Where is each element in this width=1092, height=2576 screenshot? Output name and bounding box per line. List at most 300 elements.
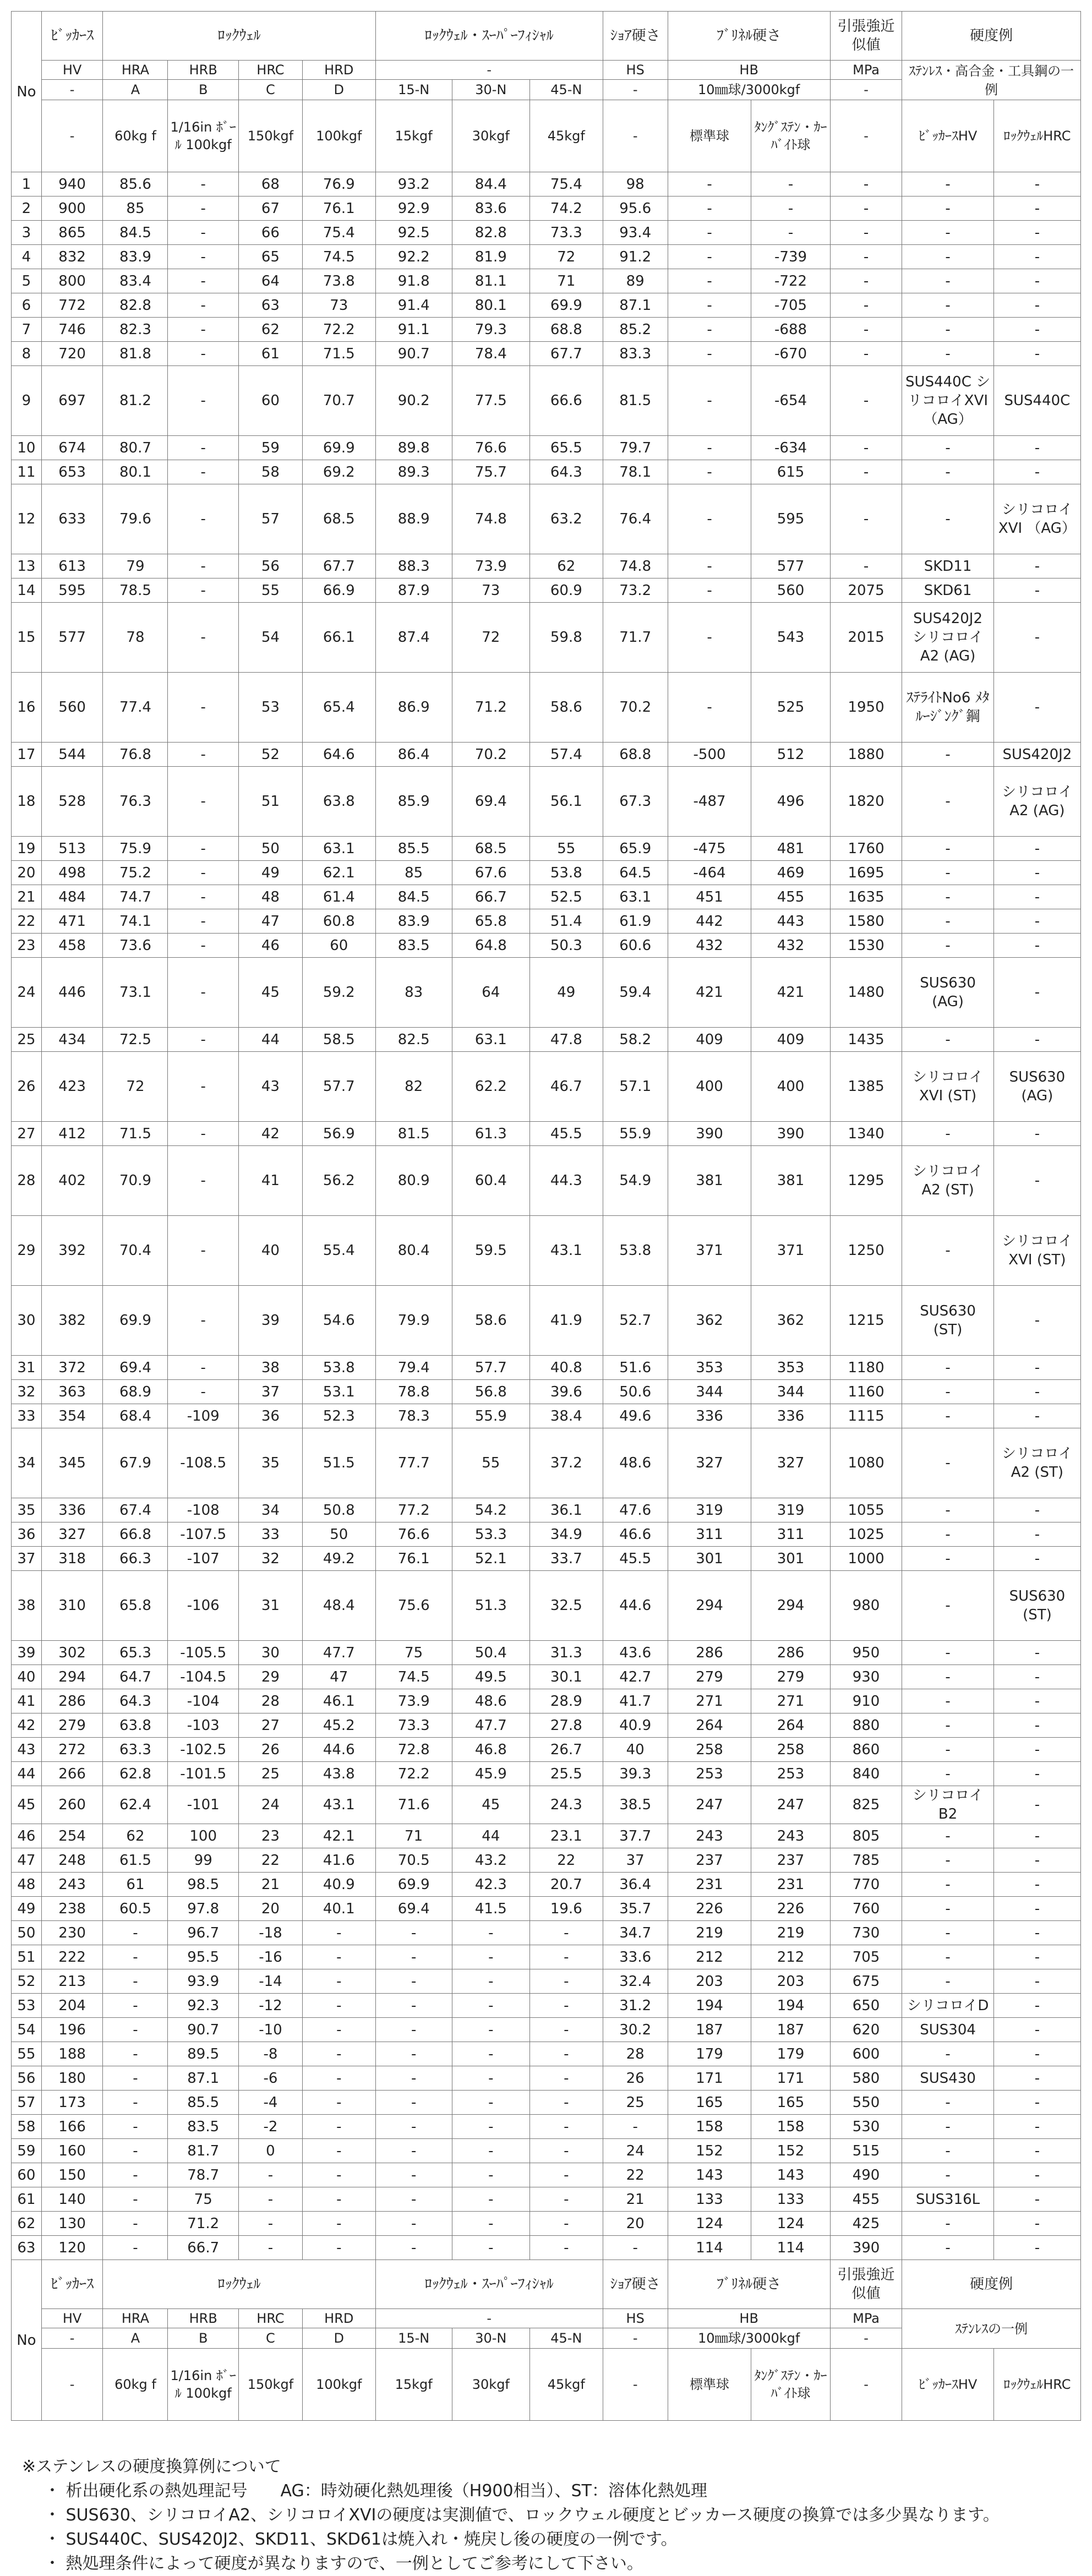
- value-cell: 37: [238, 1380, 302, 1404]
- value-cell: -: [668, 318, 751, 342]
- example-cell: シリコロイA2 (ST): [993, 1428, 1080, 1498]
- value-cell: 60.5: [103, 1897, 168, 1921]
- example-cell: -: [993, 837, 1080, 861]
- value-cell: -6: [238, 2066, 302, 2091]
- value-cell: 66.8: [103, 1522, 168, 1547]
- table-row: [12, 1873, 1081, 1897]
- value-cell: 1115: [830, 1404, 902, 1428]
- example-cell: -: [993, 2212, 1080, 2236]
- value-cell: 79.3: [452, 318, 529, 342]
- value-cell: 560: [41, 673, 103, 743]
- value-cell: -: [375, 2139, 452, 2163]
- value-cell: 80.1: [452, 293, 529, 318]
- value-cell: 880: [830, 1713, 902, 1738]
- value-cell: 42.1: [302, 1824, 375, 1848]
- value-cell: 63.2: [529, 484, 603, 554]
- value-cell: 481: [751, 837, 830, 861]
- value-cell: -: [168, 837, 239, 861]
- header-superficial: ﾛｯｸｳｪﾙ・ｽｰﾊﾟｰﾌｨｼｬﾙ: [375, 2260, 603, 2309]
- value-cell: -: [529, 2187, 603, 2212]
- value-cell: 47: [238, 909, 302, 934]
- value-cell: 81.1: [452, 269, 529, 293]
- value-cell: 434: [41, 1028, 103, 1052]
- example-cell: -: [993, 1738, 1080, 1762]
- value-cell: 52.5: [529, 885, 603, 909]
- value-cell: -634: [751, 436, 830, 460]
- value-cell: 57.4: [529, 743, 603, 767]
- value-cell: 805: [830, 1824, 902, 1848]
- header-load: 15kgf: [375, 2349, 452, 2421]
- value-cell: 980: [830, 1571, 902, 1641]
- value-cell: 90.7: [168, 2018, 239, 2042]
- value-cell: 43: [238, 1052, 302, 1122]
- example-cell: -: [993, 578, 1080, 603]
- value-cell: 76.3: [103, 767, 168, 837]
- value-cell: 84.5: [103, 221, 168, 245]
- value-cell: 64.3: [529, 460, 603, 484]
- value-cell: 286: [41, 1689, 103, 1713]
- value-cell: 525: [751, 673, 830, 743]
- value-cell: 83.9: [375, 909, 452, 934]
- value-cell: 76.8: [103, 743, 168, 767]
- value-cell: 64.8: [452, 934, 529, 958]
- value-cell: 73.2: [603, 578, 668, 603]
- value-cell: 73: [452, 578, 529, 603]
- value-cell: 226: [668, 1897, 751, 1921]
- value-cell: 226: [751, 1897, 830, 1921]
- value-cell: -: [529, 2236, 603, 2260]
- row-number: 22: [12, 909, 42, 934]
- value-cell: -739: [751, 245, 830, 269]
- value-cell: 69.9: [103, 1286, 168, 1356]
- header-scale: -: [603, 80, 668, 100]
- value-cell: 294: [751, 1571, 830, 1641]
- value-cell: -2: [238, 2115, 302, 2139]
- value-cell: 60: [302, 934, 375, 958]
- value-cell: 382: [41, 1286, 103, 1356]
- value-cell: 720: [41, 342, 103, 366]
- value-cell: 45: [452, 1786, 529, 1824]
- value-cell: 52.7: [603, 1286, 668, 1356]
- value-cell: -: [668, 554, 751, 578]
- value-cell: 222: [41, 1945, 103, 1969]
- value-cell: 238: [41, 1897, 103, 1921]
- row-number: 57: [12, 2091, 42, 2115]
- value-cell: -: [168, 1286, 239, 1356]
- value-cell: 1480: [830, 958, 902, 1028]
- value-cell: 55: [529, 837, 603, 861]
- value-cell: 271: [668, 1689, 751, 1713]
- example-cell: -: [902, 1689, 993, 1713]
- value-cell: -: [830, 460, 902, 484]
- value-cell: 80.1: [103, 460, 168, 484]
- example-cell: SUS420J2 シリコロイA2 (AG): [902, 603, 993, 673]
- value-cell: -: [452, 2236, 529, 2260]
- value-cell: -: [168, 269, 239, 293]
- value-cell: 84.5: [375, 885, 452, 909]
- value-cell: 212: [668, 1945, 751, 1969]
- value-cell: 772: [41, 293, 103, 318]
- value-cell: -: [830, 436, 902, 460]
- value-cell: 319: [668, 1498, 751, 1522]
- value-cell: 432: [668, 934, 751, 958]
- example-cell: -: [902, 2042, 993, 2066]
- value-cell: -500: [668, 743, 751, 767]
- value-cell: 61: [238, 342, 302, 366]
- value-cell: 84.4: [452, 172, 529, 197]
- row-number: 39: [12, 1641, 42, 1665]
- value-cell: 76.1: [375, 1547, 452, 1571]
- value-cell: 31.2: [603, 1994, 668, 2018]
- value-cell: 65.8: [452, 909, 529, 934]
- value-cell: 231: [668, 1873, 751, 1897]
- row-number: 58: [12, 2115, 42, 2139]
- value-cell: 286: [751, 1641, 830, 1665]
- table-row: [12, 2115, 1081, 2139]
- value-cell: 392: [41, 1216, 103, 1286]
- value-cell: 91.4: [375, 293, 452, 318]
- value-cell: 56: [238, 554, 302, 578]
- example-cell: -: [902, 245, 993, 269]
- value-cell: 253: [668, 1762, 751, 1786]
- value-cell: -670: [751, 342, 830, 366]
- value-cell: 41.6: [302, 1848, 375, 1873]
- value-cell: 412: [41, 1122, 103, 1146]
- row-number: 52: [12, 1969, 42, 1994]
- table-row: [12, 2236, 1081, 2260]
- example-cell: -: [902, 460, 993, 484]
- value-cell: 79: [103, 554, 168, 578]
- value-cell: 196: [41, 2018, 103, 2042]
- value-cell: 85: [103, 197, 168, 221]
- value-cell: 71.6: [375, 1786, 452, 1824]
- value-cell: -: [375, 2187, 452, 2212]
- value-cell: 64: [238, 269, 302, 293]
- row-number: 30: [12, 1286, 42, 1356]
- header-load: ﾛｯｸｳｪﾙHRC: [993, 100, 1080, 172]
- value-cell: 950: [830, 1641, 902, 1665]
- value-cell: 421: [668, 958, 751, 1028]
- example-cell: -: [993, 436, 1080, 460]
- value-cell: 77.7: [375, 1428, 452, 1498]
- value-cell: -: [668, 172, 751, 197]
- value-cell: 75: [168, 2187, 239, 2212]
- value-cell: 35.7: [603, 1897, 668, 1921]
- example-cell: -: [993, 1286, 1080, 1356]
- header-symbol: HV: [41, 61, 103, 80]
- example-cell: シリコロイXVI （AG）: [993, 484, 1080, 554]
- header-scale: C: [238, 2328, 302, 2349]
- value-cell: 50: [238, 837, 302, 861]
- value-cell: 219: [751, 1921, 830, 1945]
- value-cell: 446: [41, 958, 103, 1028]
- value-cell: 58.2: [603, 1028, 668, 1052]
- example-cell: -: [902, 2091, 993, 2115]
- value-cell: 55.9: [452, 1404, 529, 1428]
- value-cell: 1760: [830, 837, 902, 861]
- value-cell: 93.4: [603, 221, 668, 245]
- value-cell: 171: [751, 2066, 830, 2091]
- value-cell: 73.1: [103, 958, 168, 1028]
- value-cell: 62.2: [452, 1052, 529, 1122]
- value-cell: 62.1: [302, 861, 375, 885]
- table-row: [12, 1641, 1081, 1665]
- value-cell: 179: [668, 2042, 751, 2066]
- table-row: [12, 2163, 1081, 2187]
- value-cell: -: [168, 673, 239, 743]
- table-row: [12, 1404, 1081, 1428]
- value-cell: 71.2: [452, 673, 529, 743]
- value-cell: 25: [238, 1762, 302, 1786]
- value-cell: 133: [668, 2187, 751, 2212]
- header-scale: 10㎜球/3000kgf: [668, 80, 830, 100]
- value-cell: 91.1: [375, 318, 452, 342]
- value-cell: -: [830, 484, 902, 554]
- example-cell: -: [993, 673, 1080, 743]
- value-cell: -: [168, 578, 239, 603]
- example-cell: -: [902, 1873, 993, 1897]
- value-cell: -: [302, 2212, 375, 2236]
- example-cell: -: [902, 1738, 993, 1762]
- value-cell: 243: [668, 1824, 751, 1848]
- example-cell: -: [902, 2163, 993, 2187]
- value-cell: -: [103, 2187, 168, 2212]
- value-cell: 45.9: [452, 1762, 529, 1786]
- example-cell: -: [902, 1547, 993, 1571]
- header-example: 硬度例: [902, 2260, 1081, 2309]
- example-cell: -: [902, 1762, 993, 1786]
- header-symbol: HRD: [302, 61, 375, 80]
- row-number: 24: [12, 958, 42, 1028]
- header-tensile: 引張強近似値: [830, 12, 902, 61]
- value-cell: -: [168, 460, 239, 484]
- value-cell: 800: [41, 269, 103, 293]
- value-cell: 345: [41, 1428, 103, 1498]
- value-cell: 279: [751, 1665, 830, 1689]
- value-cell: 65: [238, 245, 302, 269]
- table-row: [12, 342, 1081, 366]
- value-cell: 83.3: [603, 342, 668, 366]
- value-cell: 577: [41, 603, 103, 673]
- table-row: [12, 1738, 1081, 1762]
- value-cell: 78.7: [168, 2163, 239, 2187]
- example-cell: -: [902, 1404, 993, 1428]
- row-number: 44: [12, 1762, 42, 1786]
- row-number: 11: [12, 460, 42, 484]
- value-cell: -: [302, 1969, 375, 1994]
- value-cell: 152: [751, 2139, 830, 2163]
- value-cell: -: [375, 2042, 452, 2066]
- value-cell: 194: [668, 1994, 751, 2018]
- table-row: [12, 578, 1081, 603]
- value-cell: 194: [751, 1994, 830, 2018]
- value-cell: 73.9: [452, 554, 529, 578]
- value-cell: 243: [41, 1873, 103, 1897]
- value-cell: 615: [751, 460, 830, 484]
- value-cell: -: [103, 1969, 168, 1994]
- value-cell: -: [302, 2163, 375, 2187]
- example-cell: -: [993, 1713, 1080, 1738]
- value-cell: 29: [238, 1665, 302, 1689]
- value-cell: 81.7: [168, 2139, 239, 2163]
- value-cell: 100: [168, 1824, 239, 1848]
- header-symbol: HRB: [168, 2309, 239, 2328]
- value-cell: 0: [238, 2139, 302, 2163]
- example-cell: -: [902, 1824, 993, 1848]
- value-cell: 41: [238, 1146, 302, 1216]
- value-cell: 70.4: [103, 1216, 168, 1286]
- row-number: 1: [12, 172, 42, 197]
- value-cell: 82.8: [452, 221, 529, 245]
- value-cell: 88.3: [375, 554, 452, 578]
- value-cell: 21: [238, 1873, 302, 1897]
- example-cell: -: [902, 1969, 993, 1994]
- example-cell: シリコロイA2 (AG): [993, 767, 1080, 837]
- value-cell: 114: [668, 2236, 751, 2260]
- example-cell: -: [902, 1356, 993, 1380]
- value-cell: 82.5: [375, 1028, 452, 1052]
- value-cell: 213: [41, 1969, 103, 1994]
- value-cell: 1025: [830, 1522, 902, 1547]
- value-cell: 705: [830, 1945, 902, 1969]
- example-cell: -: [993, 1380, 1080, 1404]
- value-cell: -4: [238, 2091, 302, 2115]
- value-cell: -: [452, 2139, 529, 2163]
- value-cell: 730: [830, 1921, 902, 1945]
- row-number: 32: [12, 1380, 42, 1404]
- value-cell: -: [830, 554, 902, 578]
- value-cell: 62.8: [103, 1762, 168, 1786]
- value-cell: 498: [41, 861, 103, 885]
- value-cell: 930: [830, 1665, 902, 1689]
- value-cell: -: [529, 2066, 603, 2091]
- value-cell: 63.8: [302, 767, 375, 837]
- value-cell: -18: [238, 1921, 302, 1945]
- header-rockwell: ﾛｯｸｳｪﾙ: [103, 2260, 375, 2309]
- value-cell: 47: [302, 1665, 375, 1689]
- row-number: 53: [12, 1994, 42, 2018]
- value-cell: 55: [452, 1428, 529, 1498]
- value-cell: 458: [41, 934, 103, 958]
- value-cell: 271: [751, 1689, 830, 1713]
- table-row: [12, 1028, 1081, 1052]
- value-cell: -: [168, 1028, 239, 1052]
- value-cell: 25: [603, 2091, 668, 2115]
- table-row: [12, 484, 1081, 554]
- value-cell: 390: [668, 1122, 751, 1146]
- example-cell: -: [993, 293, 1080, 318]
- value-cell: 83.4: [103, 269, 168, 293]
- example-cell: -: [993, 1522, 1080, 1547]
- example-cell: -: [993, 554, 1080, 578]
- value-cell: 40: [238, 1216, 302, 1286]
- header-load: 100kgf: [302, 100, 375, 172]
- value-cell: -: [668, 578, 751, 603]
- example-cell: -: [902, 1945, 993, 1969]
- value-cell: 336: [668, 1404, 751, 1428]
- value-cell: 1530: [830, 934, 902, 958]
- value-cell: -107.5: [168, 1522, 239, 1547]
- value-cell: 165: [668, 2091, 751, 2115]
- value-cell: 577: [751, 554, 830, 578]
- value-cell: 56.9: [302, 1122, 375, 1146]
- header-example-subtitle: ｽﾃﾝﾚｽの一例: [902, 2309, 1081, 2349]
- value-cell: 73.3: [529, 221, 603, 245]
- example-cell: -: [902, 2139, 993, 2163]
- header-scale: -: [41, 80, 103, 100]
- value-cell: 152: [668, 2139, 751, 2163]
- value-cell: 49.6: [603, 1404, 668, 1428]
- value-cell: 490: [830, 2163, 902, 2187]
- value-cell: 124: [751, 2212, 830, 2236]
- value-cell: 77.4: [103, 673, 168, 743]
- value-cell: -: [168, 1356, 239, 1380]
- value-cell: 63.3: [103, 1738, 168, 1762]
- value-cell: 61.3: [452, 1122, 529, 1146]
- value-cell: 1695: [830, 861, 902, 885]
- example-cell: SUS304: [902, 2018, 993, 2042]
- example-cell: -: [902, 1122, 993, 1146]
- value-cell: 455: [751, 885, 830, 909]
- example-cell: -: [993, 1786, 1080, 1824]
- value-cell: 171: [668, 2066, 751, 2091]
- example-cell: -: [902, 1921, 993, 1945]
- value-cell: 48.6: [603, 1428, 668, 1498]
- value-cell: 51.5: [302, 1428, 375, 1498]
- header-load: 100kgf: [302, 2349, 375, 2421]
- value-cell: 66.6: [529, 366, 603, 436]
- example-cell: -: [993, 1547, 1080, 1571]
- value-cell: 62: [103, 1824, 168, 1848]
- row-number: 7: [12, 318, 42, 342]
- value-cell: -: [168, 1052, 239, 1122]
- value-cell: -108: [168, 1498, 239, 1522]
- value-cell: 39: [238, 1286, 302, 1356]
- value-cell: 70.9: [103, 1146, 168, 1216]
- example-cell: -: [993, 1994, 1080, 2018]
- value-cell: -14: [238, 1969, 302, 1994]
- value-cell: 53.8: [302, 1356, 375, 1380]
- value-cell: -487: [668, 767, 751, 837]
- header-load: 60kg f: [103, 100, 168, 172]
- value-cell: -: [529, 1921, 603, 1945]
- value-cell: -: [668, 603, 751, 673]
- value-cell: -: [168, 318, 239, 342]
- header-load: ﾛｯｸｳｪﾙHRC: [993, 2349, 1080, 2421]
- value-cell: 66.9: [302, 578, 375, 603]
- value-cell: 70.2: [603, 673, 668, 743]
- row-number: 46: [12, 1824, 42, 1848]
- value-cell: -: [452, 2163, 529, 2187]
- value-cell: 86.4: [375, 743, 452, 767]
- value-cell: -: [529, 2091, 603, 2115]
- table-row: [12, 1713, 1081, 1738]
- value-cell: 311: [751, 1522, 830, 1547]
- value-cell: -: [103, 1921, 168, 1945]
- value-cell: 85.2: [603, 318, 668, 342]
- value-cell: 72.5: [103, 1028, 168, 1052]
- value-cell: 70.7: [302, 366, 375, 436]
- value-cell: 67.6: [452, 861, 529, 885]
- example-cell: -: [993, 885, 1080, 909]
- value-cell: -: [668, 436, 751, 460]
- table-row: [12, 1498, 1081, 1522]
- value-cell: -: [668, 460, 751, 484]
- value-cell: -: [668, 366, 751, 436]
- value-cell: 67.9: [103, 1428, 168, 1498]
- value-cell: 19.6: [529, 1897, 603, 1921]
- value-cell: 865: [41, 221, 103, 245]
